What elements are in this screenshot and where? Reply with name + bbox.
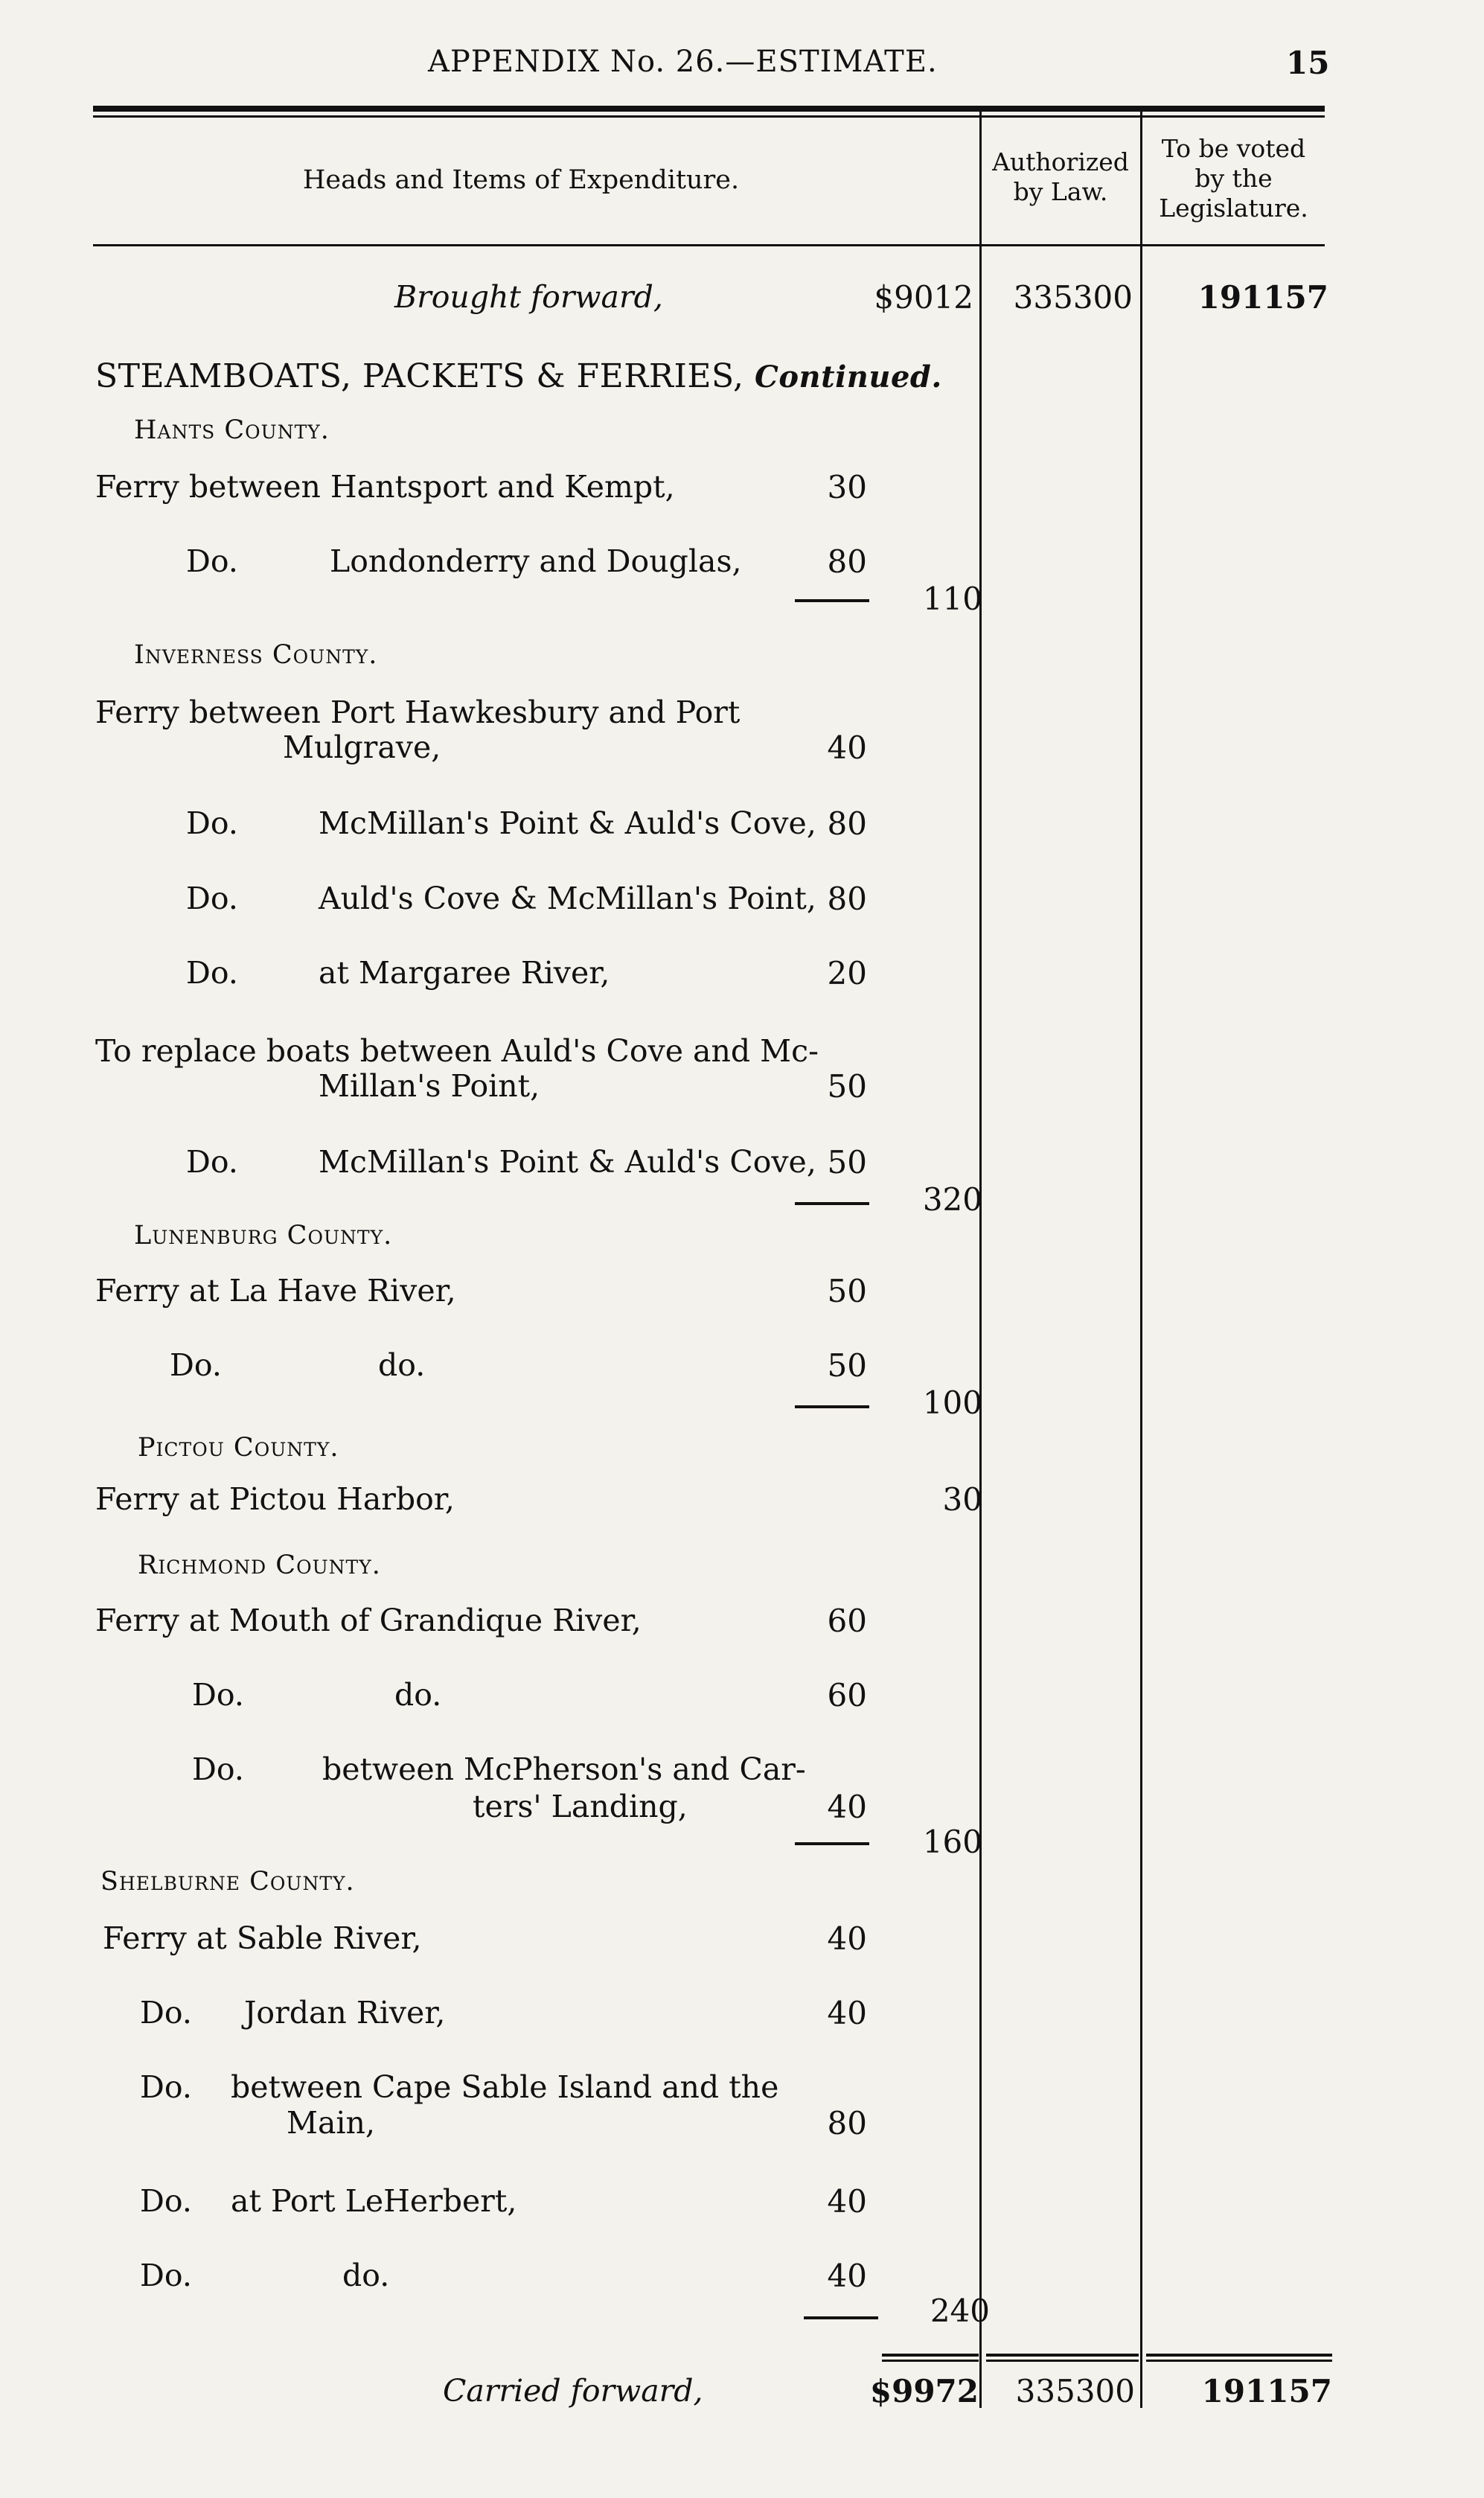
- subtotal-amount: 240: [930, 2293, 990, 2329]
- total-rule-authorized: [986, 2354, 1139, 2357]
- page-header-title: APPENDIX No. 26.—ESTIMATE.: [428, 45, 938, 79]
- authorized-line-2: by Law.: [1013, 177, 1108, 206]
- item-text-continued: Mulgrave,: [283, 729, 441, 765]
- item-do: Do.: [192, 1751, 244, 1787]
- subtotal-amount: 320: [922, 1181, 982, 1218]
- page-number: 15: [1286, 45, 1330, 81]
- voted-line-2: by the: [1194, 164, 1273, 193]
- subtotal-amount: 160: [922, 1824, 982, 1860]
- item-amount: 80: [827, 881, 867, 917]
- total-rule-voted: [1146, 2354, 1332, 2357]
- subtotal-dash: [795, 1405, 869, 1408]
- item-do: Do.: [186, 543, 238, 579]
- carried-forward-amount: $9972: [869, 2373, 979, 2409]
- item-do: Do.: [140, 2069, 192, 2105]
- column-heading-authorized: [982, 147, 1139, 207]
- top-rule-thick: [93, 106, 1325, 112]
- item-amount: 80: [827, 543, 867, 580]
- item-amount: 60: [827, 1603, 867, 1639]
- item-amount: 40: [827, 1995, 867, 2031]
- item-text: Ferry at Pictou Harbor,: [95, 1481, 455, 1517]
- item-text: Ferry at Mouth of Grandique River,: [95, 1603, 642, 1638]
- item-do: Do.: [186, 881, 238, 916]
- item-text: McMillan's Point & Auld's Cove,: [319, 805, 816, 841]
- item-text: between McPherson's and Car-: [322, 1751, 806, 1787]
- county-heading-inverness: Inverness County.: [134, 640, 378, 670]
- item-do: Do.: [186, 955, 238, 991]
- brought-forward-authorized: 335300: [1013, 279, 1133, 316]
- carried-forward-label: Carried forward,: [443, 2373, 703, 2409]
- item-text: McMillan's Point & Auld's Cove,: [319, 1144, 816, 1180]
- voted-line-3: Legislature.: [1159, 194, 1308, 223]
- item-text-continued: Main,: [287, 2105, 375, 2141]
- total-rule-voted-2: [1146, 2360, 1332, 2362]
- carried-forward-voted: 191157: [1201, 2373, 1332, 2409]
- item-do: Do.: [192, 1677, 244, 1713]
- item-do: Do.: [170, 1347, 222, 1383]
- subtotal-amount: 100: [922, 1384, 982, 1421]
- item-do: Do.: [140, 2258, 192, 2293]
- county-heading-hants: Hants County.: [134, 415, 330, 445]
- county-heading-pictou: Pictou County.: [138, 1433, 339, 1463]
- total-rule-main: [882, 2354, 979, 2357]
- item-do: Do.: [186, 805, 238, 841]
- subtotal-dash: [795, 599, 869, 602]
- subtotal-dash: [795, 1202, 869, 1205]
- item-text: Ferry between Port Hawkesbury and Port: [95, 694, 741, 730]
- item-amount: 50: [827, 1347, 867, 1384]
- column-heading-heads: Heads and Items of Expenditure.: [302, 165, 740, 195]
- item-do: Do.: [140, 2183, 192, 2219]
- voted-line-1: To be voted: [1161, 134, 1306, 163]
- column-divider-left: [979, 112, 982, 2408]
- item-text: do.: [342, 2258, 390, 2293]
- item-text: Auld's Cove & McMillan's Point,: [319, 881, 816, 916]
- item-text: at Port LeHerbert,: [231, 2183, 517, 2219]
- item-text-continued: Millan's Point,: [319, 1068, 540, 1104]
- item-amount: 40: [827, 1789, 867, 1825]
- item-text: Jordan River,: [244, 1995, 446, 2031]
- column-divider-right: [1140, 112, 1142, 2408]
- subtotal-amount: 110: [922, 581, 982, 617]
- item-amount: 50: [827, 1273, 867, 1309]
- item-text: Londonderry and Douglas,: [330, 543, 742, 579]
- item-text: do.: [378, 1347, 426, 1383]
- item-do: Do.: [186, 1144, 238, 1180]
- item-amount: 80: [827, 2105, 867, 2141]
- item-text: Ferry at Sable River,: [103, 1920, 422, 1956]
- brought-forward-voted: 191157: [1197, 279, 1328, 316]
- subtotal-dash: [804, 2316, 878, 2319]
- item-text: between Cape Sable Island and the: [231, 2069, 779, 2105]
- item-text: at Margaree River,: [319, 955, 610, 991]
- item-amount: 50: [827, 1144, 867, 1181]
- column-heading-voted: [1142, 134, 1325, 223]
- item-amount: 40: [827, 2183, 867, 2220]
- section-title-continued: Continued.: [755, 360, 942, 394]
- item-text: Ferry at La Have River,: [95, 1273, 456, 1309]
- item-amount: 30: [827, 469, 867, 505]
- item-text: do.: [394, 1677, 442, 1713]
- item-amount: 60: [827, 1677, 867, 1713]
- item-amount: 20: [827, 955, 867, 991]
- item-amount: 30: [942, 1481, 982, 1518]
- total-rule-authorized-2: [986, 2360, 1139, 2362]
- carried-forward-authorized: 335300: [1015, 2373, 1135, 2409]
- item-amount: 80: [827, 805, 867, 842]
- brought-forward-label: Brought forward,: [394, 279, 663, 315]
- item-amount: 40: [827, 729, 867, 766]
- authorized-line-1: Authorized: [992, 147, 1129, 176]
- item-do: Do.: [140, 1995, 192, 2031]
- section-title: [95, 357, 942, 395]
- item-text: To replace boats between Auld's Cove and Mc-: [95, 1033, 819, 1069]
- total-rule-main-2: [882, 2360, 979, 2362]
- county-heading-lunenburg: Lunenburg County.: [134, 1221, 393, 1250]
- item-amount: 50: [827, 1068, 867, 1105]
- county-heading-shelburne: Shelburne County.: [100, 1867, 355, 1897]
- item-text-continued: ters' Landing,: [473, 1789, 688, 1824]
- section-title-main: STEAMBOATS, PACKETS & FERRIES,: [95, 357, 744, 395]
- item-amount: 40: [827, 1920, 867, 1957]
- item-text: Ferry between Hantsport and Kempt,: [95, 469, 675, 505]
- item-amount: 40: [827, 2258, 867, 2294]
- subtotal-dash: [795, 1842, 869, 1845]
- brought-forward-amount: $9012: [874, 279, 973, 316]
- county-heading-richmond: Richmond County.: [138, 1550, 381, 1580]
